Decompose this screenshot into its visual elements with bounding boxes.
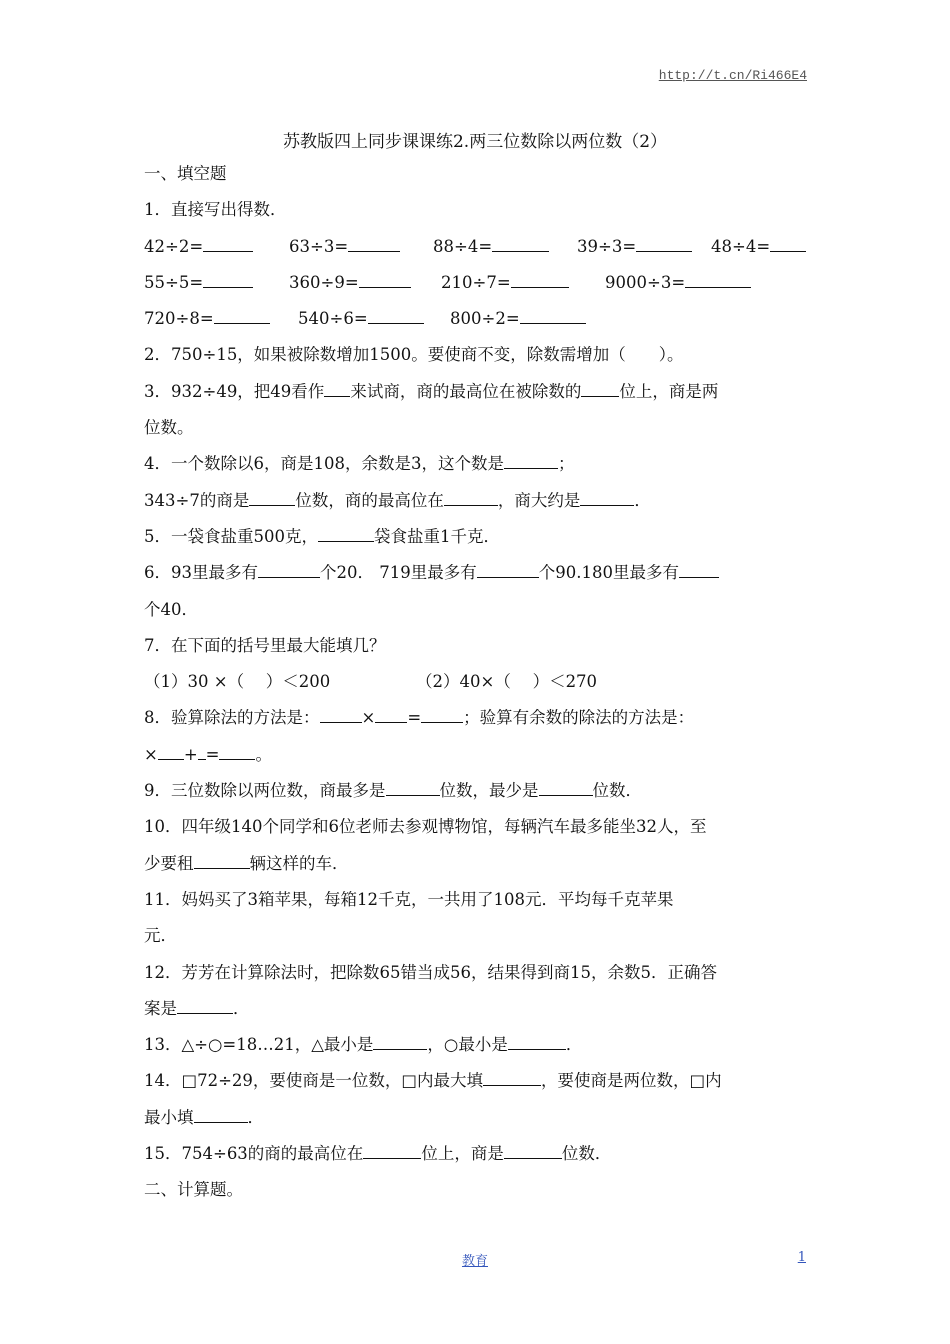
answer-blank[interactable] [421, 706, 463, 723]
question-4-cont [144, 487, 814, 523]
sub-question: （1）30 ×（ ）＜200 [144, 672, 331, 692]
answer-blank[interactable] [477, 561, 539, 578]
section-heading: 二、计算题。 [144, 1180, 243, 1200]
answer-blank[interactable] [258, 561, 320, 578]
text: ，○最小是 [427, 1035, 508, 1055]
text: 位数，商的最高位在 [295, 490, 444, 510]
answer-blank[interactable] [194, 852, 250, 869]
text: 14．□72÷29，要使商是一位数，□内最大填 [144, 1071, 483, 1091]
question-8 [144, 704, 814, 740]
text: 案是 [144, 998, 177, 1018]
question-4 [144, 450, 814, 486]
text: 4．一个数除以6，商是108，余数是3，这个数是 [144, 454, 504, 474]
question-6 [144, 559, 814, 595]
answer-blank[interactable] [324, 380, 350, 397]
expression: 9000÷3= [605, 272, 686, 292]
answer-blank[interactable] [194, 1106, 248, 1123]
text: × [144, 744, 158, 764]
answer-blank[interactable] [539, 779, 593, 796]
question-8-cont [144, 741, 814, 777]
expression: 48÷4= [711, 236, 771, 256]
answer-blank[interactable] [580, 489, 634, 506]
expression: 42÷2= [144, 236, 204, 256]
answer-blank[interactable] [508, 1033, 566, 1050]
text: 辆这样的车． [249, 853, 349, 873]
question-1-row-2 [144, 269, 814, 305]
text: = [205, 744, 220, 764]
expression: 88÷4= [433, 236, 493, 256]
worksheet-body [144, 160, 814, 1213]
answer-blank[interactable] [198, 743, 206, 760]
expression: 39÷3= [577, 236, 637, 256]
question-6-cont: 个40． [144, 599, 198, 619]
answer-blank[interactable] [581, 380, 619, 397]
question-9 [144, 777, 814, 813]
answer-blank[interactable] [770, 235, 806, 252]
answer-blank[interactable] [504, 1142, 562, 1159]
answer-blank[interactable] [177, 997, 233, 1014]
header-url-link[interactable]: http://t.cn/Ri466E4 [658, 68, 807, 83]
answer-blank[interactable] [214, 307, 270, 324]
answer-blank[interactable] [203, 235, 253, 252]
answer-blank[interactable] [375, 706, 407, 723]
answer-blank[interactable] [636, 235, 692, 252]
question-7: 7．在下面的括号里最大能填几？ [144, 635, 386, 655]
question-7-parts [144, 668, 814, 704]
answer-blank[interactable] [386, 779, 440, 796]
answer-blank[interactable] [320, 706, 362, 723]
answer-blank[interactable] [492, 235, 549, 252]
expression: 55÷5= [144, 272, 204, 292]
answer-blank[interactable] [203, 271, 253, 288]
answer-blank[interactable] [318, 525, 374, 542]
text: 9．三位数除以两位数，商最多是 [144, 781, 386, 801]
text: 来试商，商的最高位在被除数的 [350, 381, 582, 401]
question-14 [144, 1067, 814, 1103]
answer-blank[interactable] [373, 1033, 427, 1050]
text: 6．93里最多有 [144, 563, 258, 583]
expression: 63÷3= [289, 236, 349, 256]
footer-link[interactable]: 教育 [461, 1254, 488, 1269]
answer-blank[interactable] [511, 271, 569, 288]
question-12-cont [144, 995, 814, 1031]
answer-blank[interactable] [483, 1069, 541, 1086]
text: 15．754÷63的商的最高位在 [144, 1144, 364, 1164]
section-heading: 一、填空题 [144, 164, 227, 183]
question-13 [144, 1031, 814, 1067]
question-11-cont: 元． [144, 926, 177, 946]
answer-blank[interactable] [363, 1142, 421, 1159]
answer-blank[interactable] [444, 489, 498, 506]
text: ． [634, 490, 651, 510]
answer-blank[interactable] [504, 452, 558, 469]
text: + [183, 744, 198, 764]
text: ． [233, 998, 250, 1018]
expression: 720÷8= [144, 309, 214, 329]
question-10: 10．四年级140个同学和6位老师去参观博物馆，每辆汽车最多能坐32人，至 [144, 817, 707, 837]
question-3-cont: 位数。 [144, 418, 194, 438]
question-12: 12．芳芳在计算除法时，把除数65错当成56，结果得到商15，余数5．正确答 [144, 962, 717, 982]
text: 13．△÷○=18…21，△最小是 [144, 1035, 374, 1055]
question-14-cont [144, 1104, 814, 1140]
text: 3．932÷49，把49看作 [144, 381, 325, 401]
answer-blank[interactable] [679, 561, 719, 578]
text: 最小填 [144, 1107, 194, 1127]
expression: 540÷6= [298, 309, 368, 329]
text: ． [247, 1107, 264, 1127]
answer-blank[interactable] [219, 743, 255, 760]
question-5 [144, 523, 814, 559]
text: 少要租 [144, 853, 194, 873]
text: 袋食盐重1千克． [374, 526, 500, 546]
text: 343÷7的商是 [144, 490, 250, 510]
text: ，商大约是 [497, 490, 581, 510]
page-number: 1 [797, 1250, 806, 1265]
answer-blank[interactable] [249, 489, 295, 506]
answer-blank[interactable] [359, 271, 411, 288]
question-1-row-1 [144, 233, 814, 269]
expression: 210÷7= [441, 272, 511, 292]
expression: 800÷2= [450, 309, 520, 329]
text: ，要使商是两位数，□内 [541, 1071, 722, 1091]
text: = [407, 708, 422, 728]
question-1-row-3 [144, 305, 814, 341]
question-11: 11．妈妈买了3箱苹果，每箱12千克，一共用了108元．平均每千克苹果 [144, 889, 674, 909]
sub-question: （2）40×（ ）＜270 [416, 672, 598, 692]
answer-blank[interactable] [520, 307, 586, 324]
answer-blank[interactable] [348, 235, 400, 252]
text: ； [558, 454, 575, 474]
text: 。 [255, 744, 272, 764]
text: 位上，商是 [421, 1144, 504, 1164]
text: 个20． 719里最多有 [320, 563, 477, 583]
text: × [361, 708, 376, 728]
question-10-cont [144, 850, 814, 886]
text: 位数． [592, 781, 642, 801]
answer-blank[interactable] [158, 743, 184, 760]
question-2: 2．750÷15，如果被除数增加1500。要使商不变，除数需增加（ ）。 [144, 345, 684, 365]
page-title: 苏教版四上同步课课练2.两三位数除以两位数（2） [282, 132, 668, 152]
text: 个90.180里最多有 [538, 563, 679, 583]
text: 位数． [561, 1144, 612, 1164]
text: 5．一袋食盐重500克， [144, 526, 318, 546]
text: 8．验算除法的方法是： [144, 708, 320, 728]
expression: 360÷9= [289, 272, 359, 292]
text: 位数，最少是 [439, 781, 539, 801]
answer-blank[interactable] [685, 271, 751, 288]
question-3 [144, 378, 814, 414]
question-1-label: 1．直接写出得数． [144, 200, 287, 220]
question-15 [144, 1140, 814, 1176]
text: 位上，商是两 [619, 381, 719, 401]
text: ． [565, 1035, 583, 1055]
text: ；验算有余数的除法的方法是： [463, 708, 695, 728]
answer-blank[interactable] [368, 307, 424, 324]
